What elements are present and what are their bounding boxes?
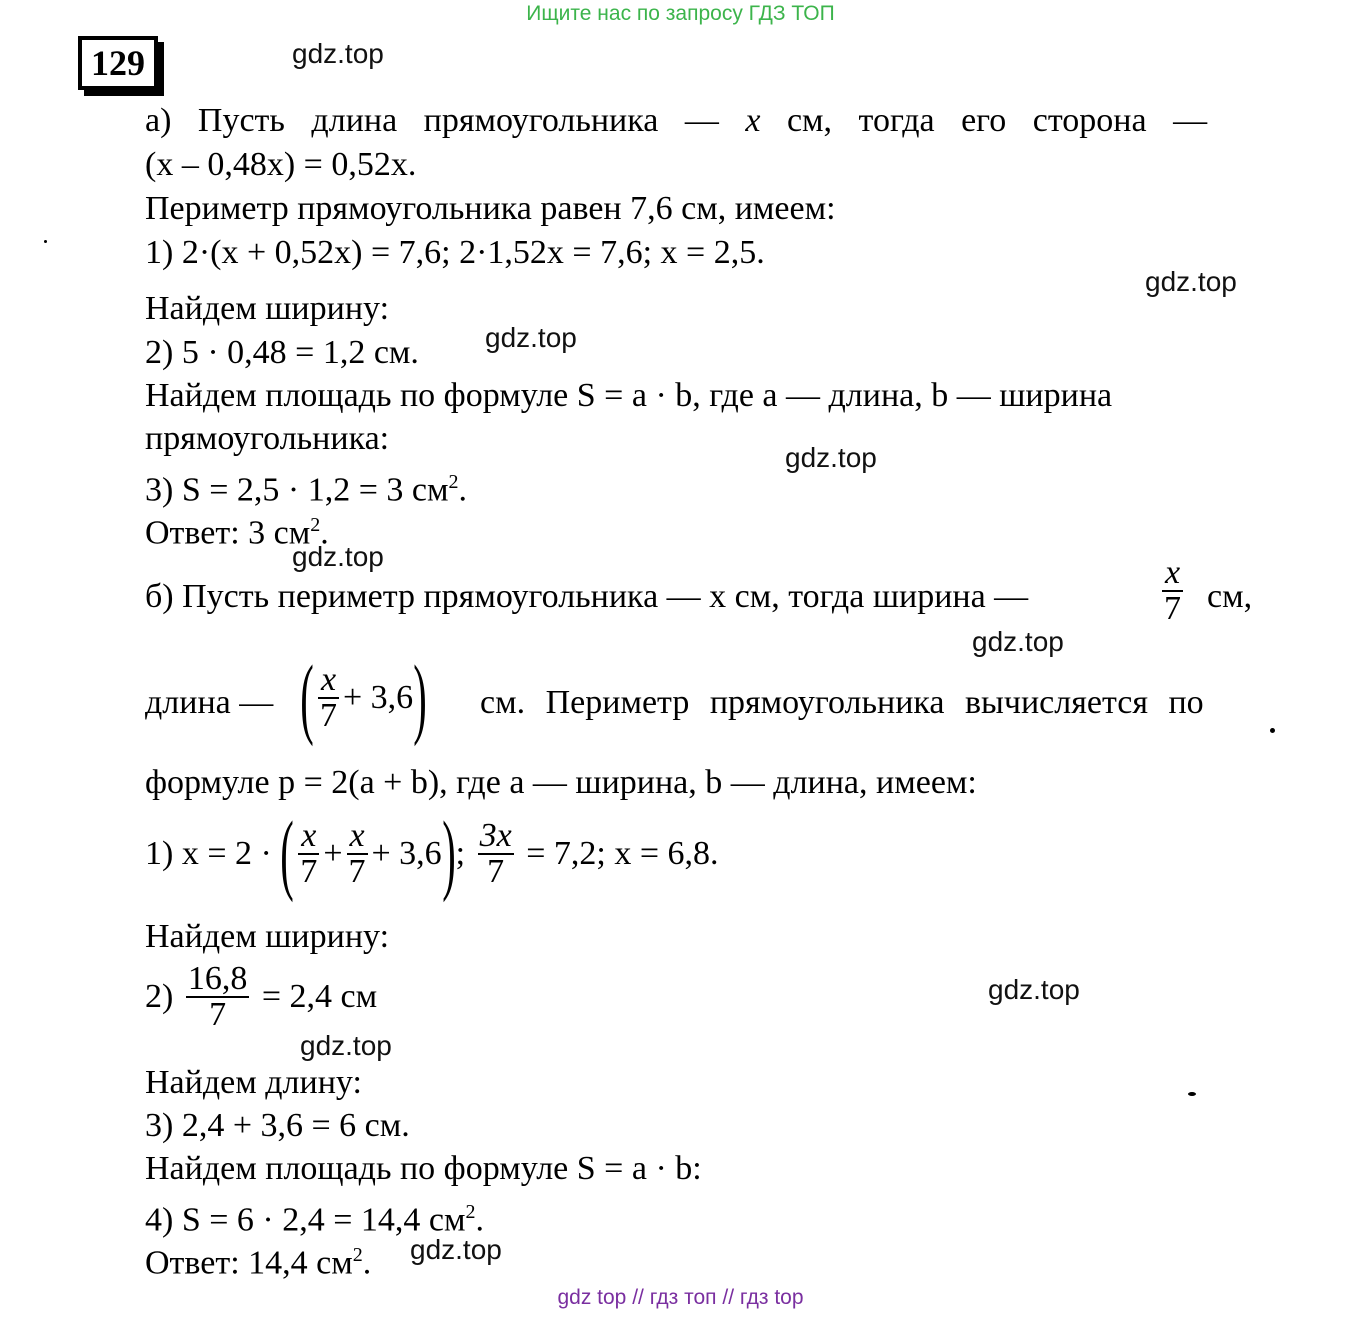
part-b-equation-2: 2) $\frac{16,8}{7}$ = 2,4 см [145, 960, 378, 1033]
watermark: gdz.top [292, 541, 384, 572]
part-b-equation-1: 1) x = 2 · ( $\frac{x}{7}$ + $\frac{x}{7}$ + 3,6); $\frac{3x}{7}$ = 7,2; x = 6,8. [145, 804, 719, 903]
speck [1270, 728, 1275, 733]
watermark: gdz.top [1145, 266, 1237, 297]
part-a-answer: Ответ: 3 $см^2$. [145, 514, 329, 552]
part-b-line-1-end: см, [1207, 578, 1253, 615]
part-b-line-9: Найдем площадь по формуле S = a · b: [145, 1150, 702, 1187]
part-a-line-4: 1) 2·(x + 0,52x) = 7,6; 2·1,52x = 7,6; x = 2,5. [145, 234, 765, 271]
part-b-length-expression: ( $\frac{x}{7}$ + 3,6) [300, 648, 427, 747]
watermark: gdz.top [300, 1030, 392, 1061]
top-banner: Ищите нас по запросу ГДЗ ТОП [526, 2, 835, 25]
part-b-line-2-end: см. Периметр прямоугольника вычисляется по [480, 684, 1204, 721]
part-b-line-7: Найдем длину: [145, 1064, 362, 1101]
part-b-line-8: 3) 2,4 + 3,6 = 6 см. [145, 1107, 410, 1144]
part-a-line-2: (x – 0,48x) = 0,52x. [145, 146, 417, 183]
problem-number: 129 [78, 36, 158, 90]
watermark: gdz.top [785, 442, 877, 473]
part-a-line-1: а) Пусть длина прямоугольника — x см, тогда его сторона — [145, 102, 1208, 139]
watermark: gdz.top [972, 626, 1064, 657]
part-b-line-3: формуле p = 2(a + b), где a — ширина, b — длина, имеем: [145, 764, 977, 801]
part-a-line-6: 2) 5 · 0,48 = 1,2 см. [145, 334, 419, 371]
part-a-line-8: прямоугольника: [145, 420, 390, 457]
part-b-answer: Ответ: 14,4 $см^2$. [145, 1244, 372, 1282]
part-a-line-9: 3) S = 2,5 · 1,2 = 3 $см^2$. [145, 471, 468, 509]
watermark: gdz.top [485, 322, 577, 353]
part-a-line-5: Найдем ширину: [145, 290, 390, 327]
part-b-line-10: 4) S = 6 · 2,4 = 14,4 $см^2$. [145, 1201, 485, 1239]
part-b-line-2-start: длина — [145, 684, 274, 721]
speck [44, 240, 47, 243]
bottom-banner: gdz top // гдз топ // гдз top [557, 1286, 804, 1309]
watermark: gdz.top [988, 974, 1080, 1005]
part-b-line-5: Найдем ширину: [145, 918, 390, 955]
part-a-line-7: Найдем площадь по формуле S = a · b, где a — длина, b — ширина [145, 377, 1113, 414]
part-a-line-3: Периметр прямоугольника равен 7,6 см, имеем: [145, 190, 836, 227]
watermark: gdz.top [292, 38, 384, 69]
watermark: gdz.top [410, 1234, 502, 1265]
part-b-width-fraction: $\frac{x}{7}$ [1164, 554, 1181, 627]
part-b-line-1: б) Пусть периметр прямоугольника — x см, тогда ширина — [145, 578, 1029, 615]
speck [1188, 1092, 1196, 1096]
